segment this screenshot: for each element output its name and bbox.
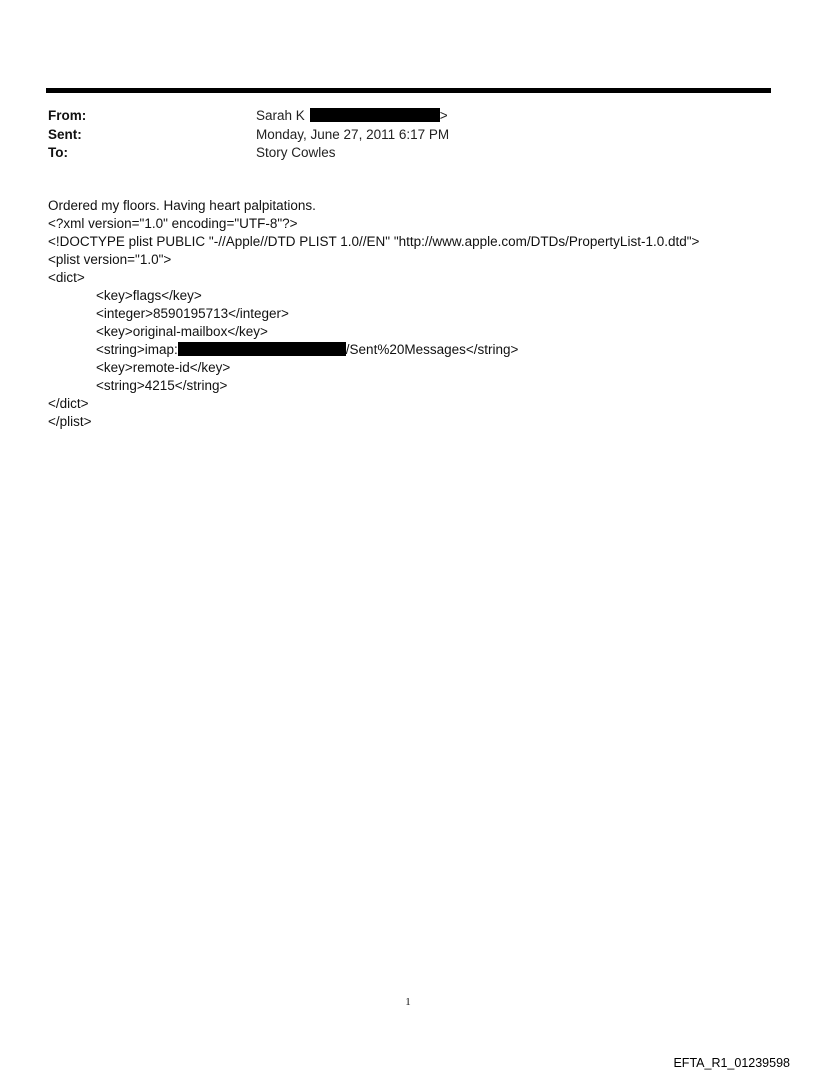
from-row [48,107,449,126]
body-message-line: Ordered my floors. Having heart palpitations. [48,198,316,213]
from-value [256,107,448,126]
dict-open-line: <dict> [48,270,85,285]
page-number: 1 [405,996,411,1008]
email-header [48,107,449,163]
xml-declaration-line: <?xml version="1.0" encoding="UTF-8"?> [48,216,298,231]
sender-name: Sarah K [256,108,305,123]
to-row [48,144,449,163]
from-label: From: [48,108,87,123]
doctype-line: <!DOCTYPE plist PUBLIC "-//Apple//DTD PLIST 1.0//EN" "http://www.apple.com/DTDs/PropertyList-1.0.dtd"> [48,234,700,249]
dict-close-line: </dict> [48,396,89,411]
string-remote-id-line: <string>4215</string> [96,378,228,393]
from-suffix: > [439,108,448,123]
sent-row [48,126,449,145]
key-mailbox-line: <key>original-mailbox</key> [96,324,268,339]
string-mailbox-line [48,341,699,359]
key-flags-line: <key>flags</key> [96,288,202,303]
header-divider [46,88,771,93]
sent-label: Sent: [48,126,82,142]
imap-prefix: <string>imap: [96,342,178,357]
to-label: To: [48,145,68,160]
integer-flags-line: <integer>8590195713</integer> [96,306,289,321]
imap-suffix: /Sent%20Messages</string> [345,342,519,357]
bates-number: EFTA_R1_01239598 [673,1056,790,1070]
plist-close-line: </plist> [48,414,92,429]
key-remote-id-line: <key>remote-id</key> [96,360,231,375]
redaction-box [178,342,346,356]
redaction-box [310,108,440,122]
to-value: Story Cowles [256,145,336,160]
sent-value: Monday, June 27, 2011 6:17 PM [256,126,450,142]
plist-open-line: <plist version="1.0"> [48,252,172,267]
email-body [48,197,699,431]
